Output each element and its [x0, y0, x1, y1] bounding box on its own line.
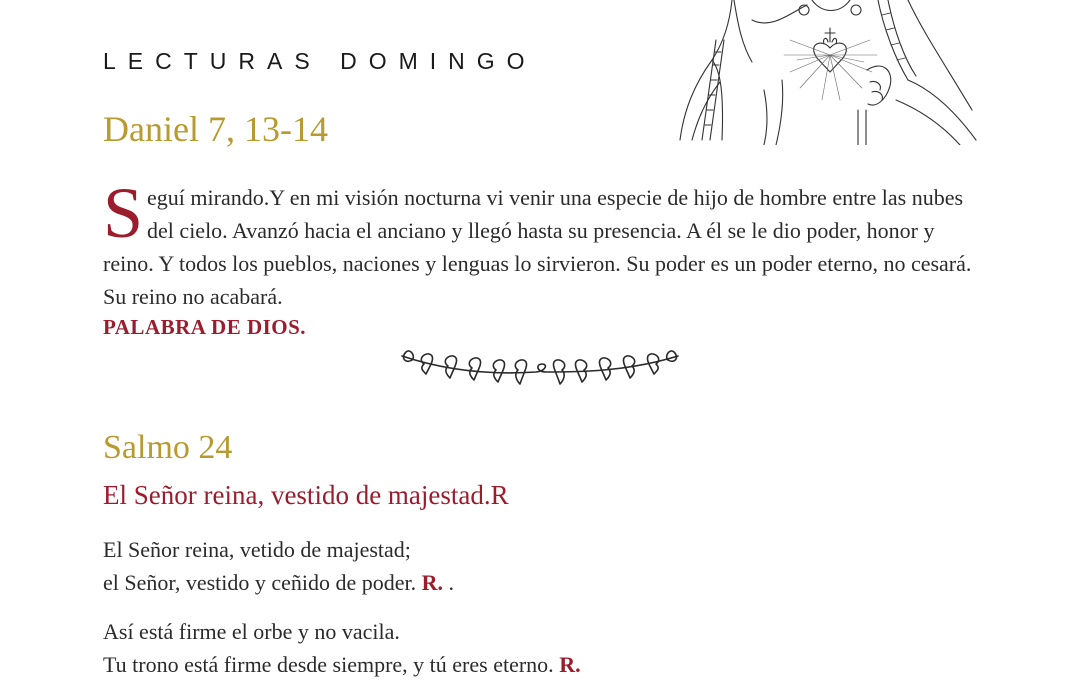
psalm-response: El Señor reina, vestido de majestad.R — [103, 480, 509, 510]
psalm-stanza — [103, 533, 454, 599]
stanza-line: El Señor reina, vetido de majestad; — [103, 537, 411, 562]
psalm-stanza — [103, 615, 581, 681]
response-mark: R. — [421, 570, 444, 595]
stanza-line-with-response — [103, 648, 581, 681]
laurel-vine-divider-icon — [396, 344, 684, 392]
first-reading-title: Daniel 7, 13-14 — [103, 109, 328, 149]
stanza-line-with-response — [103, 566, 454, 599]
first-reading-body — [103, 173, 983, 313]
word-of-god-closing: PALABRA DE DIOS. — [103, 315, 307, 339]
psalm-title: Salmo 24 — [103, 429, 233, 466]
sacred-heart-illustration — [672, 0, 984, 145]
stanza-line: Así está firme el orbe y no vacila. — [103, 619, 400, 644]
response-mark: R. — [559, 652, 581, 677]
stanza-tail: . — [443, 570, 455, 595]
drop-cap: S — [103, 173, 144, 253]
first-reading-text: eguí mirando.Y en mi visión nocturna vi venir una especie de hijo de hombre entre las nubes del cielo. Avanzó hacia el anciano y llegó hasta su presencia. A él se le dio poder, honor y reino. Y todos los pueblos, naciones y lenguas lo sirvieron. Su poder es un poder eterno, no cesará. Su reino no acabará. — [103, 185, 972, 309]
stanza-line: el Señor, vestido y ceñido de poder. — [103, 570, 417, 595]
section-label: LECTURAS DOMINGO — [103, 48, 537, 74]
stanza-line: Tu trono está firme desde siempre, y tú eres eterno. — [103, 652, 554, 677]
